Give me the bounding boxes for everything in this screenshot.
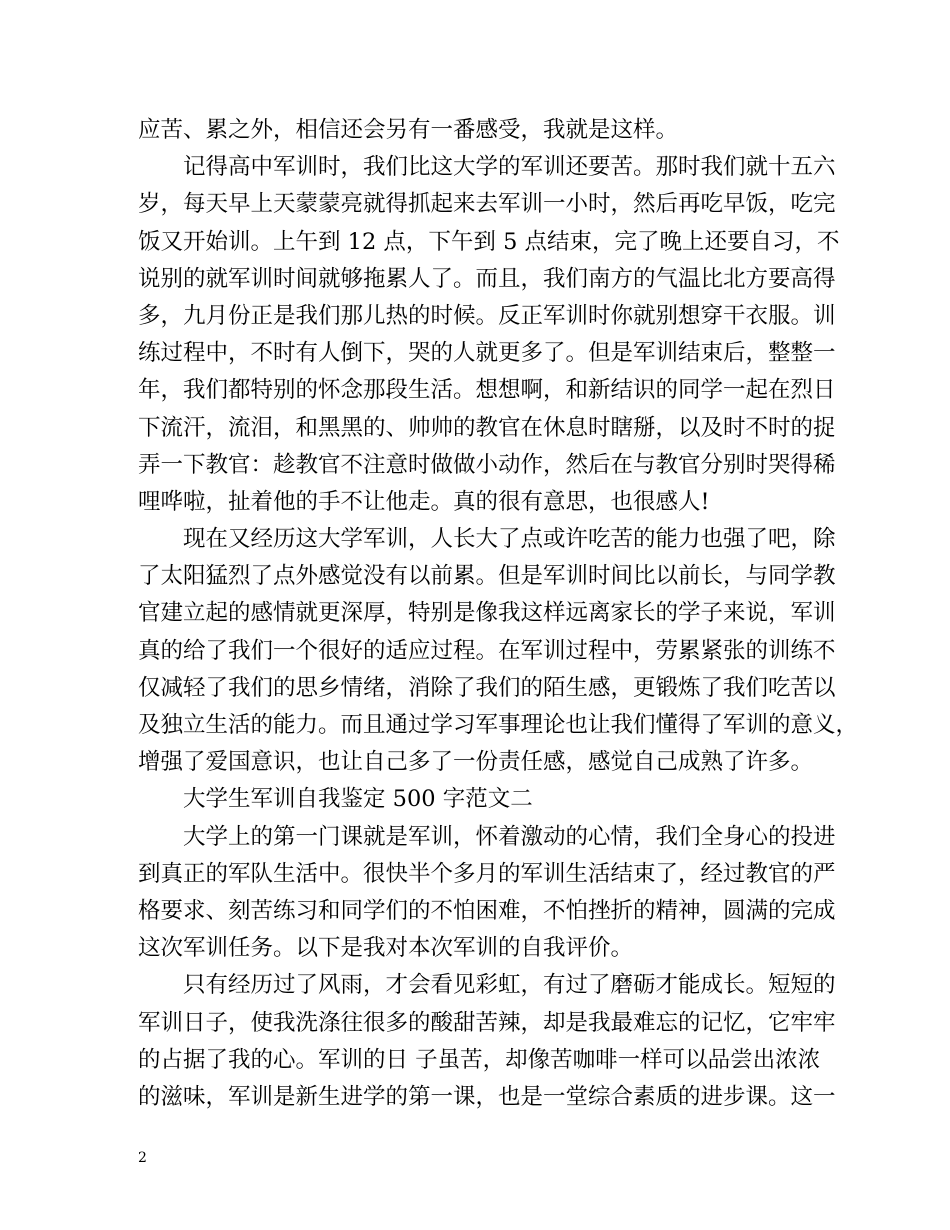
- text-line: 应苦、累之外，相信还会另有一番感受，我就是这样。: [138, 117, 679, 143]
- text-line: 了太阳猛烈了点外感觉没有以前累。但是军训时间比以前长，与同学教: [138, 563, 836, 590]
- text-line: 真的给了我们一个很好的适应过程。在军训过程中，劳累紧张的训练不: [138, 637, 836, 664]
- text-line: 大学生军训自我鉴定 500 字范文二: [183, 786, 533, 813]
- text-line: 的占据了我的心。军训的日 子虽苦，却像苦咖啡一样可以品尝出浓浓: [138, 1046, 821, 1073]
- text-line: 哩哗啦，扯着他的手不让他走。真的很有意思，也很感人!: [138, 488, 710, 515]
- text-line: 仅减轻了我们的思乡情绪，消除了我们的陌生感，更锻炼了我们吃苦以: [138, 674, 836, 701]
- document-body: [138, 112, 859, 1116]
- text-line: 军训日子，使我洗涤往很多的酸甜苦辣，却是我最难忘的记忆，它牢牢: [138, 1009, 836, 1036]
- text-line: 说别的就军训时间就够拖累人了。而且，我们南方的气温比北方要高得: [138, 265, 836, 292]
- text-line: 只有经历过了风雨，才会看见彩虹，有过了磨砺才能成长。短短的: [183, 972, 836, 999]
- text-line: 格要求、刻苦练习和同学们的不怕困难，不怕挫折的精神，圆满的完成: [138, 897, 836, 924]
- text-line: 记得高中军训时，我们比这大学的军训还要苦。那时我们就十五六: [183, 154, 836, 181]
- text-line: 岁，每天早上天蒙蒙亮就得抓起来去军训一小时，然后再吃早饭，吃完: [138, 191, 836, 218]
- text-line: 多，九月份正是我们那儿热的时候。反正军训时你就别想穿干衣服。训: [138, 302, 836, 329]
- text-line: 练过程中，不时有人倒下，哭的人就更多了。但是军训结束后，整整一: [138, 340, 836, 367]
- text-line: 及独立生活的能力。而且通过学习军事理论也让我们懂得了军训的意义，: [138, 712, 859, 738]
- text-line: 下流汗，流泪，和黑黑的、帅帅的教官在休息时瞎掰，以及时不时的捉: [138, 414, 836, 441]
- text-line: 大学上的第一门课就是军训，怀着激动的心情，我们全身心的投进: [183, 823, 836, 850]
- text-line: 现在又经历这大学军训，人长大了点或许吃苦的能力也强了吧，除: [183, 526, 836, 553]
- text-line: 饭又开始训。上午到 12 点，下午到 5 点结束，完了晚上还要自习，不: [138, 228, 840, 255]
- text-line: 这次军训任务。以下是我对本次军训的自我评价。: [138, 935, 634, 962]
- text-line: 弄一下教官：趁教官不注意时做做小动作，然后在与教官分别时哭得稀: [138, 451, 836, 478]
- text-line: 官建立起的感情就更深厚，特别是像我这样远离家长的学子来说，军训: [138, 600, 836, 627]
- text-line: 年，我们都特别的怀念那段生活。想想啊，和新结识的同学一起在烈日: [138, 377, 836, 404]
- text-line: 到真正的军队生活中。很快半个多月的军训生活结束了，经过教官的严: [138, 860, 836, 887]
- text-line: 增强了爱国意识，也让自己多了一份责任感，感觉自己成熟了许多。: [138, 749, 814, 776]
- page-number: 2: [138, 1150, 147, 1166]
- text-line: 的滋味，军训是新生进学的第一课，也是一堂综合素质的进步课。这一: [138, 1083, 836, 1110]
